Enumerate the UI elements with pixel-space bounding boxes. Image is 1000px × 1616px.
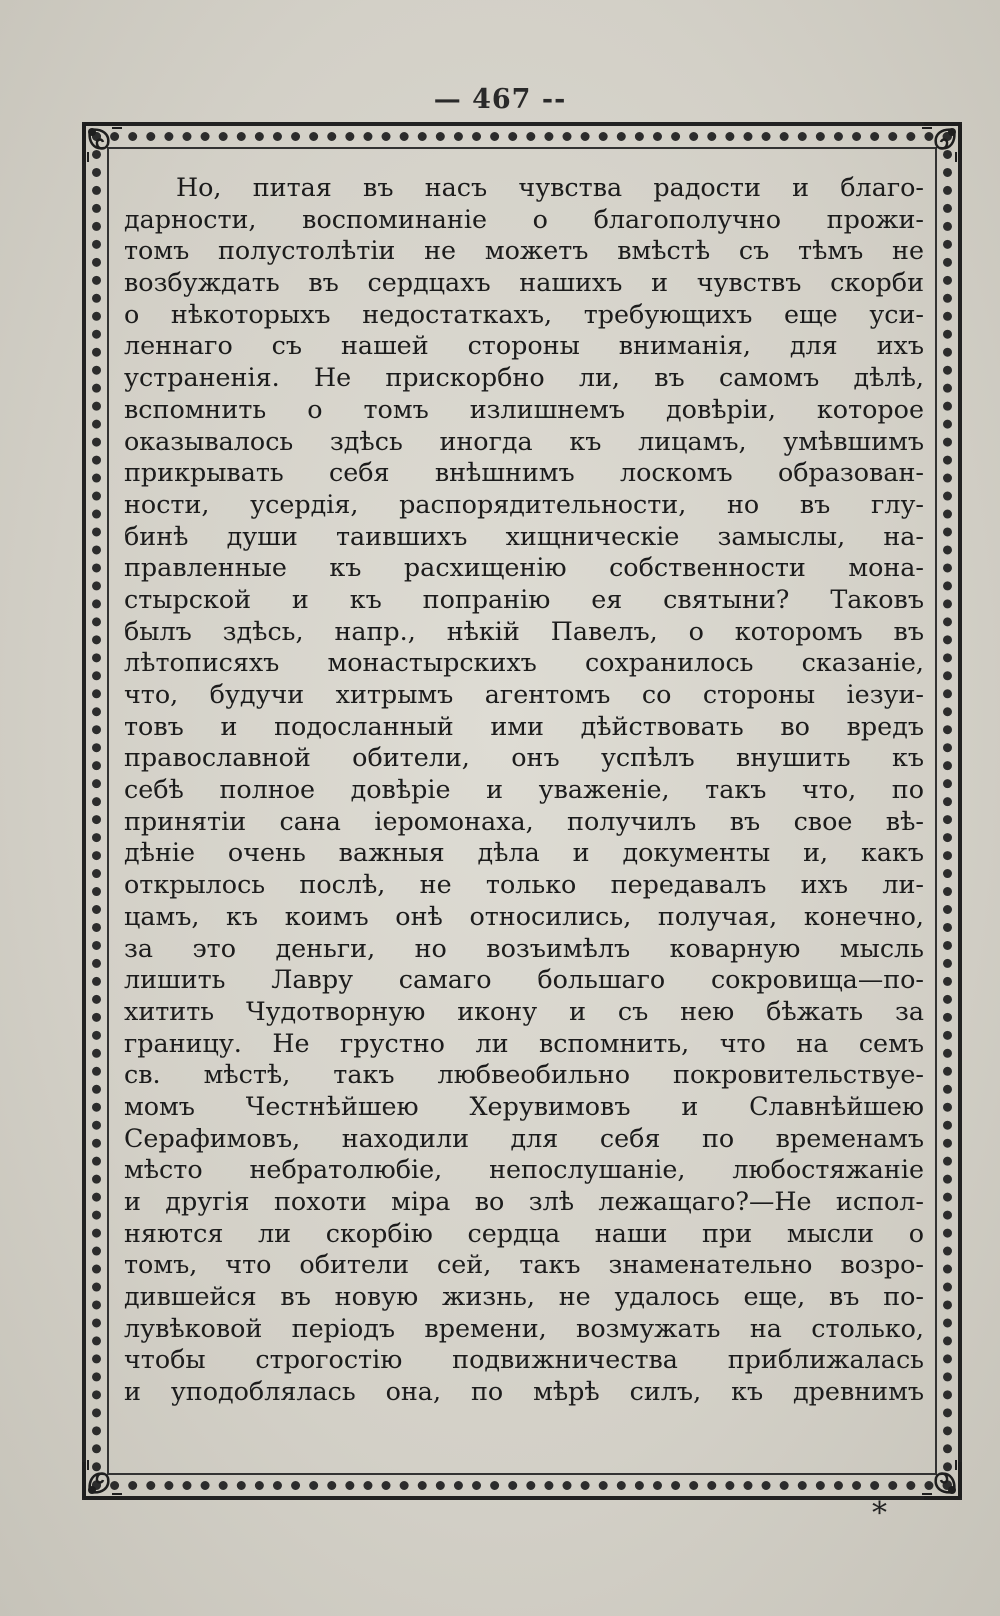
text-line: св. мѣстѣ, такъ любвеобильно покровительствуе-	[124, 1059, 924, 1090]
text-line: дарности, воспоминаніе о благополучно прожи-	[124, 203, 924, 234]
text-line: томъ полустолѣтіи не можетъ вмѣстѣ съ тѣмъ не	[124, 235, 924, 266]
body-text	[124, 172, 924, 1408]
corner-ornament-icon	[80, 1456, 126, 1502]
text-line: мѣсто небратолюбіе, непослушаніе, любостяжаніе	[124, 1154, 924, 1185]
text-line: устраненія. Не прискорбно ли, въ самомъ дѣлѣ,	[124, 362, 924, 393]
text-line: момъ Честнѣйшею Херувимовъ и Славнѣйшею	[124, 1090, 924, 1121]
text-line: дившейся въ новую жизнь, не удалось еще, въ по-	[124, 1281, 924, 1312]
text-line: принятіи сана іеромонаха, получилъ въ свое вѣ-	[124, 805, 924, 836]
text-line: товъ и подосланный ими дѣйствовать во вредъ	[124, 710, 924, 741]
text-line: лувѣковой періодъ времени, возмужать на столько,	[124, 1312, 924, 1343]
text-line: чтобы строгостію подвижничества приближалась	[124, 1344, 924, 1375]
text-line: вспомнить о томъ излишнемъ довѣріи, которое	[124, 393, 924, 424]
corner-ornament-icon	[918, 120, 964, 166]
text-line: ности, усердія, распорядительности, но въ глу-	[124, 488, 924, 519]
corner-ornament-icon	[918, 1456, 964, 1502]
text-line: православной обители, онъ успѣлъ внушить къ	[124, 742, 924, 773]
text-line: дѣніе очень важныя дѣла и документы и, какъ	[124, 837, 924, 868]
text-line: оказывалось здѣсь иногда къ лицамъ, умѣвшимъ	[124, 425, 924, 456]
corner-ornament-icon	[80, 120, 126, 166]
text-line: границу. Не грустно ли вспомнить, что на семъ	[124, 1027, 924, 1058]
text-line: Но, питая въ насъ чувства радости и благо-	[176, 172, 924, 202]
text-line: себѣ полное довѣріе и уваженіе, такъ что, по	[124, 774, 924, 805]
page-number: — 467 --	[433, 84, 567, 115]
text-line: прикрывать себя внѣшнимъ лоскомъ образован-	[124, 457, 924, 488]
text-line: Серафимовъ, находили для себя по временамъ	[124, 1122, 924, 1153]
text-line: и другія похоти міра во злѣ лежащаго?—Не испол-	[124, 1186, 924, 1216]
text-line: бинѣ души таившихъ хищническіе замыслы, на-	[124, 520, 924, 551]
footnote-mark: *	[872, 1496, 887, 1531]
text-line: правленные къ расхищенію собственности мона-	[124, 552, 924, 583]
text-line: няются ли скорбію сердца наши при мысли о	[124, 1217, 924, 1248]
text-line: за это деньги, но возъимѣлъ коварную мысль	[124, 932, 924, 963]
text-line: томъ, что обители сей, такъ знаменательно возро-	[124, 1249, 924, 1280]
text-line: и уподоблялась она, по мѣрѣ силъ, къ древнимъ	[124, 1376, 924, 1407]
text-line: былъ здѣсь, напр., нѣкій Павелъ, о которомъ въ	[124, 615, 924, 646]
text-line: о нѣкоторыхъ недостаткахъ, требующихъ еще уси-	[124, 298, 924, 329]
text-line: леннаго съ нашей стороны вниманія, для ихъ	[124, 330, 924, 361]
text-line: что, будучи хитрымъ агентомъ со стороны іезуи-	[124, 679, 924, 709]
text-line: возбуждать въ сердцахъ нашихъ и чувствъ скорби	[124, 267, 924, 298]
text-line: цамъ, къ коимъ онѣ относились, получая, конечно,	[124, 900, 924, 931]
text-line: открылось послѣ, не только передавалъ ихъ ли-	[124, 869, 924, 900]
text-line: лишить Лавру самаго большаго сокровища—по-	[124, 964, 924, 995]
text-line: хитить Чудотворную икону и съ нею бѣжать за	[124, 995, 924, 1026]
text-line: лѣтописяхъ монастырскихъ сохранилось сказаніе,	[124, 647, 924, 678]
text-line: стырской и къ попранію ея святыни? Таковъ	[124, 583, 924, 614]
